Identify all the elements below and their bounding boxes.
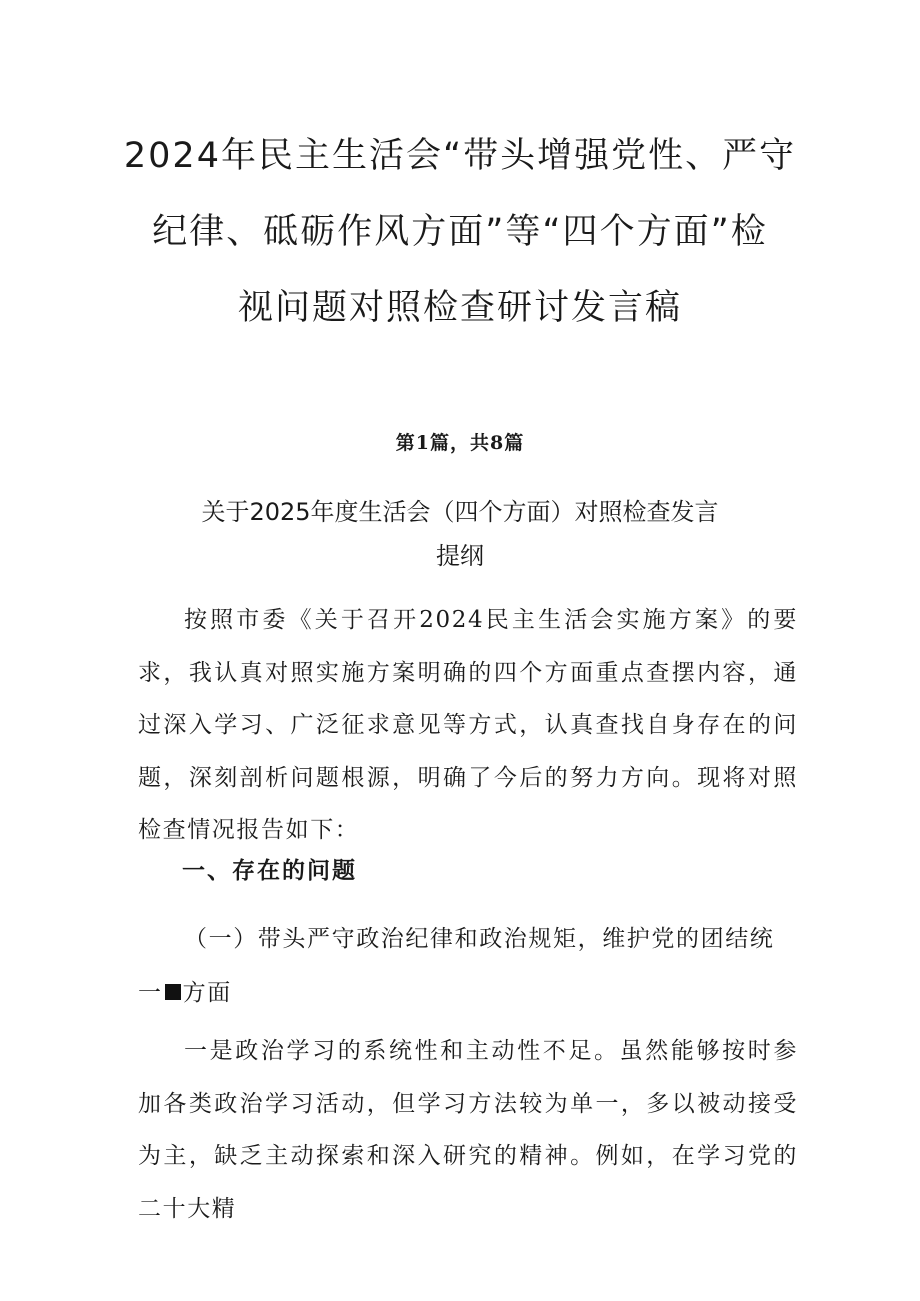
- subsection-heading-line-2-end: 方面: [182, 980, 232, 1006]
- subsection-heading-line-2: [138, 966, 798, 1020]
- subsection-heading: [138, 912, 798, 1020]
- black-square-icon: [165, 984, 181, 1000]
- title-line-2: 纪律、砥砺作风方面”等“四个方面”检: [152, 212, 768, 252]
- section-subtitle: [160, 490, 760, 578]
- subsection-heading-line-2-start: 一: [138, 980, 163, 1006]
- subtitle-line-2: 提纲: [436, 542, 484, 570]
- intro-paragraph: 按照市委《关于召开2024民主生活会实施方案》的要求，我认真对照实施方案明确的四个方面重点查摆内容，通过深入学习、广泛征求意见等方式，认真查找自身存在的问题，深刻剖析问题根源，明确了今后的努力方向。现将对照检查情况报告如下：: [138, 607, 798, 843]
- subsection-heading-line-1: （一）带头严守政治纪律和政治规矩，维护党的团结统: [184, 926, 775, 952]
- part-label: 第1篇，共8篇: [395, 432, 525, 454]
- title-line-3: 视问题对照检查研讨发言稿: [237, 288, 682, 328]
- body-paragraph: 一是政治学习的系统性和主动性不足。虽然能够按时参加各类政治学习活动，但学习方法较为单一，多以被动接受为主，缺乏主动探索和深入研究的精神。例如，在学习党的二十大精: [138, 1038, 798, 1222]
- document-title: [120, 118, 800, 346]
- title-line-1: 2024年民主生活会“带头增强党性、严守: [123, 136, 797, 176]
- section-heading: 一、存在的问题: [182, 857, 357, 884]
- subtitle-line-1: 关于2025年度生活会（四个方面）对照检查发言: [201, 498, 719, 526]
